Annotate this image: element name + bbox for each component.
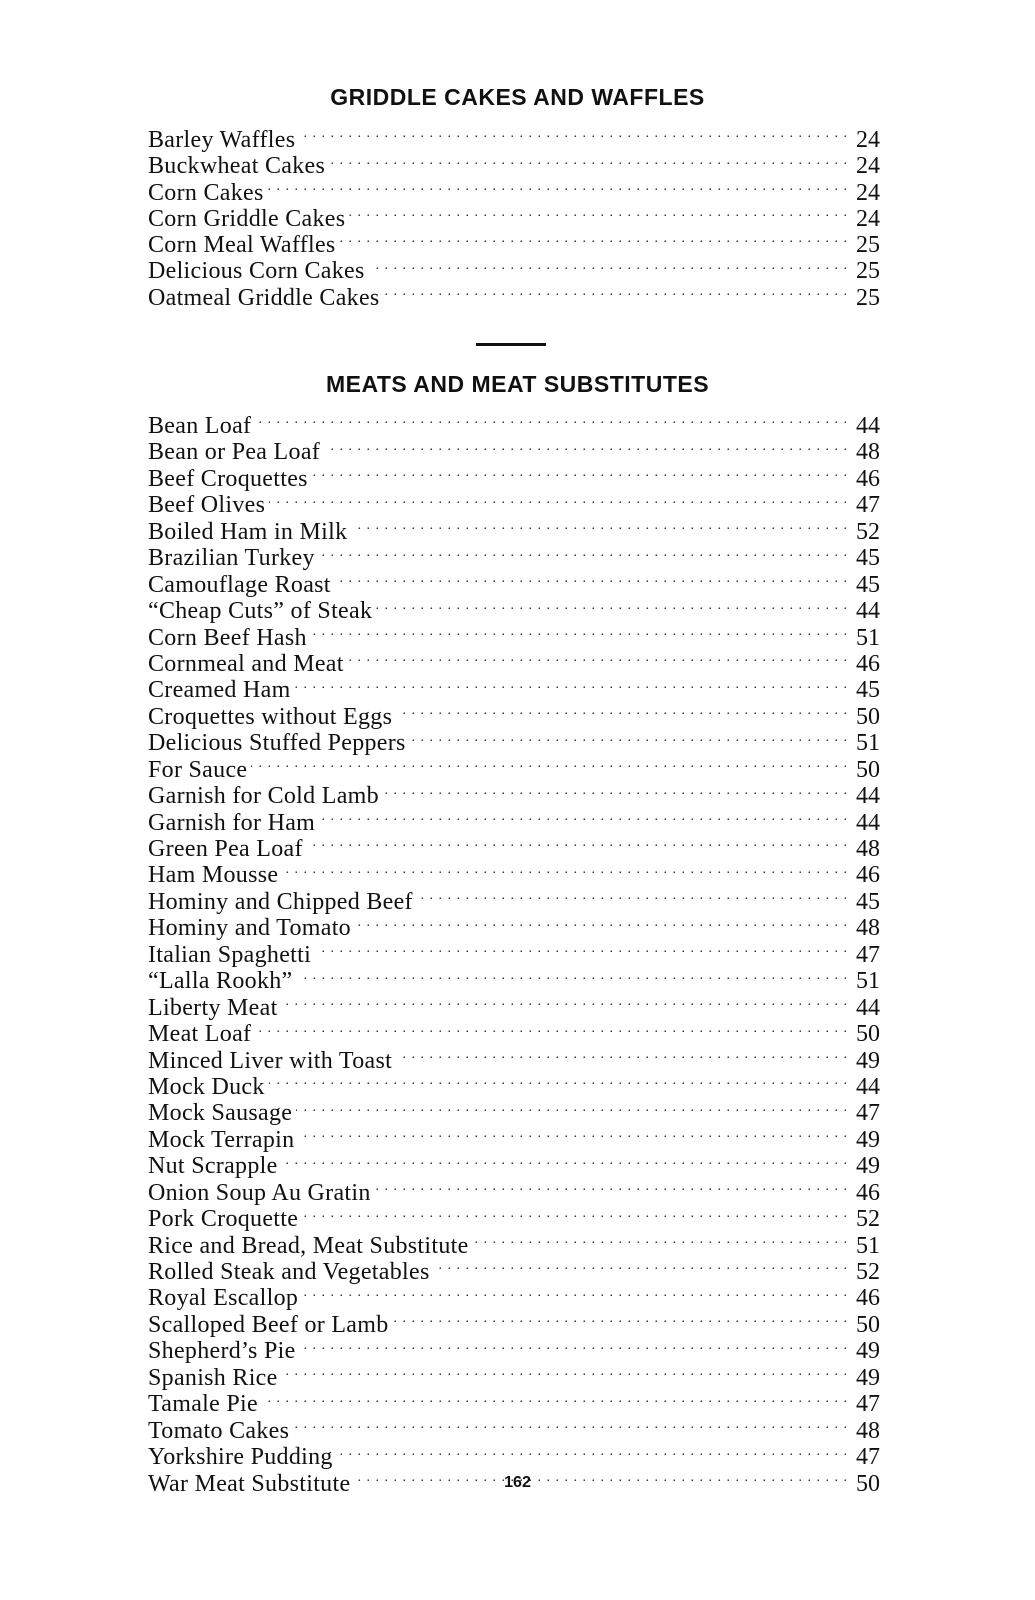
dot-leader [375, 1180, 848, 1200]
entry-page-number: 25 [856, 258, 880, 285]
entry-page-number: 44 [856, 1073, 880, 1100]
entry-page-number: 25 [856, 284, 880, 311]
entry-name: “Cheap Cuts” of Steak [148, 598, 373, 625]
dot-leader [311, 625, 848, 645]
entry-page-number: 24 [856, 205, 880, 232]
dot-leader [410, 731, 848, 751]
dot-leader [417, 889, 848, 909]
index-entry [148, 1206, 880, 1232]
dot-leader [307, 836, 848, 856]
dot-leader [262, 1392, 848, 1412]
entry-name: Garnish for Cold Lamb [148, 783, 379, 810]
entry-page-number: 25 [856, 232, 880, 259]
entry-page-number: 24 [856, 179, 880, 206]
entry-name: Meat Loaf [148, 1021, 252, 1048]
dot-leader [315, 942, 848, 962]
index-entry [148, 572, 880, 598]
entry-page-number: 46 [856, 1285, 880, 1312]
dot-leader [348, 651, 848, 671]
dot-leader [298, 1127, 848, 1147]
entry-page-number: 24 [856, 153, 880, 180]
entry-name: Royal Escallop [148, 1285, 299, 1312]
dot-leader [269, 1074, 848, 1094]
index-entry [148, 180, 880, 206]
entry-name: Camouflage Roast [148, 571, 331, 598]
entry-name: Spanish Rice [148, 1364, 278, 1391]
index-entry [148, 757, 880, 783]
dot-leader [396, 704, 848, 724]
entry-page-number: 49 [856, 1047, 880, 1074]
entry-page-number: 50 [856, 756, 880, 783]
entry-name: Minced Liver with Toast [148, 1047, 393, 1074]
entry-page-number: 51 [856, 968, 880, 995]
entry-name: Creamed Ham [148, 677, 291, 704]
index-entry [148, 1127, 880, 1153]
entry-name: For Sauce [148, 756, 248, 783]
dot-leader [337, 1445, 848, 1465]
entry-page-number: 44 [856, 809, 880, 836]
entry-page-number: 49 [856, 1338, 880, 1365]
entry-page-number: 52 [856, 1259, 880, 1285]
entry-page-number: 51 [856, 624, 880, 651]
index-entry [148, 968, 880, 994]
entry-page-number: 47 [856, 1444, 880, 1471]
entry-name: “Lalla Rookh” [148, 968, 293, 995]
entry-name: Barley Waffles [148, 127, 296, 153]
entry-name: Oatmeal Griddle Cakes [148, 284, 380, 311]
section-title-griddle-cakes: GRIDDLE CAKES AND WAFFLES [330, 84, 705, 110]
entry-name: Corn Meal Waffles [148, 232, 336, 259]
entry-name: Rice and Bread, Meat Substitute [148, 1232, 469, 1259]
index-entry [148, 1365, 880, 1391]
dot-leader [324, 440, 848, 460]
dot-leader [473, 1233, 848, 1253]
index-entry [148, 810, 880, 836]
index-entry [148, 1048, 880, 1074]
dot-leader [296, 1101, 848, 1121]
entry-page-number: 44 [856, 598, 880, 625]
index-entry [148, 466, 880, 492]
page-number: 162 [504, 1474, 531, 1491]
index-entry [148, 836, 880, 862]
dot-leader [396, 1048, 848, 1068]
dot-leader [299, 127, 848, 147]
index-entry [148, 1233, 880, 1259]
index-entry [148, 995, 880, 1021]
index-entry [148, 1285, 880, 1311]
index-entry [148, 413, 880, 439]
index-entry [148, 439, 880, 465]
entry-page-number: 49 [856, 1126, 880, 1153]
entry-name: Hominy and Tomato [148, 915, 351, 942]
entry-name: Italian Spaghetti [148, 941, 312, 968]
meats-entry-list [148, 413, 880, 1497]
dot-leader [369, 259, 848, 279]
index-entry [148, 1100, 880, 1126]
dot-leader [255, 413, 848, 433]
index-entry [148, 519, 880, 545]
entry-page-number: 51 [856, 730, 880, 757]
entry-page-number: 46 [856, 650, 880, 677]
entry-name: Rolled Steak and Vegetables [148, 1259, 430, 1285]
dot-leader [329, 154, 848, 174]
entry-name: Garnish for Ham [148, 809, 316, 836]
index-entry [148, 704, 880, 730]
entry-page-number: 51 [856, 1232, 880, 1259]
entry-page-number: 44 [856, 994, 880, 1021]
entry-page-number: 50 [856, 1311, 880, 1338]
entry-page-number: 45 [856, 677, 880, 704]
dot-leader [295, 678, 848, 698]
dot-leader [297, 969, 848, 989]
index-entry [148, 492, 880, 518]
entry-page-number: 46 [856, 465, 880, 492]
entry-name: Onion Soup Au Gratin [148, 1179, 371, 1206]
entry-name: Beef Croquettes [148, 465, 308, 492]
index-entry [148, 1021, 880, 1047]
dot-leader [384, 285, 848, 305]
entry-name: War Meat Substitute [148, 1470, 351, 1497]
index-entry [148, 889, 880, 915]
entry-page-number: 48 [856, 439, 880, 466]
index-entry [148, 206, 880, 232]
entry-page-number: 52 [856, 1206, 880, 1233]
entry-page-number: 45 [856, 571, 880, 598]
index-entry [148, 153, 880, 179]
entry-name: Tamale Pie [148, 1391, 258, 1418]
dot-leader [282, 1365, 848, 1385]
entry-page-number: 46 [856, 862, 880, 889]
dot-leader [312, 466, 848, 486]
entry-page-number: 44 [856, 783, 880, 810]
entry-name: Yorkshire Pudding [148, 1444, 333, 1471]
entry-page-number: 48 [856, 915, 880, 942]
entry-page-number: 45 [856, 888, 880, 915]
entry-page-number: 24 [856, 127, 880, 153]
entry-name: Shepherd’s Pie [148, 1338, 296, 1365]
entry-page-number: 52 [856, 518, 880, 545]
section-title-meats: MEATS AND MEAT SUBSTITUTES [325, 371, 710, 397]
dot-leader [335, 572, 848, 592]
entry-name: Corn Griddle Cakes [148, 205, 346, 232]
dot-leader [383, 784, 848, 804]
dot-leader [434, 1259, 848, 1279]
entry-name: Pork Croquette [148, 1206, 299, 1233]
index-entry [148, 651, 880, 677]
entry-name: Bean Loaf [148, 413, 252, 439]
entry-page-number: 50 [856, 1470, 880, 1497]
dot-leader [293, 1418, 848, 1438]
entry-name: Mock Sausage [148, 1100, 293, 1127]
index-entry [148, 783, 880, 809]
entry-name: Corn Beef Hash [148, 624, 307, 651]
entry-name: Mock Duck [148, 1073, 265, 1100]
section-divider [476, 343, 546, 346]
dot-leader [349, 206, 848, 226]
dot-leader [302, 1286, 848, 1306]
index-entry [148, 545, 880, 571]
dot-leader [251, 757, 848, 777]
entry-name: Hominy and Chipped Beef [148, 888, 413, 915]
index-entry [148, 862, 880, 888]
entry-name: Liberty Meat [148, 994, 278, 1021]
entry-page-number: 49 [856, 1153, 880, 1180]
index-entry [148, 1312, 880, 1338]
index-entry [148, 258, 880, 284]
entry-name: Corn Cakes [148, 179, 264, 206]
dot-leader [300, 1339, 848, 1359]
entry-name: Boiled Ham in Milk [148, 518, 348, 545]
entry-name: Tomato Cakes [148, 1417, 290, 1444]
entry-name: Bean or Pea Loaf [148, 439, 321, 466]
entry-name: Scalloped Beef or Lamb [148, 1311, 389, 1338]
entry-page-number: 47 [856, 1391, 880, 1418]
entry-name: Mock Terrapin [148, 1126, 295, 1153]
entry-page-number: 50 [856, 1021, 880, 1048]
entry-name: Croquettes without Eggs [148, 703, 393, 730]
index-entry [148, 598, 880, 624]
index-entry [148, 1153, 880, 1179]
index-entry [148, 1338, 880, 1364]
dot-leader [255, 1022, 848, 1042]
index-entry [148, 1418, 880, 1444]
dot-leader [302, 1207, 848, 1227]
index-entry [148, 942, 880, 968]
dot-leader [282, 995, 848, 1015]
dot-leader [319, 810, 848, 830]
index-entry [148, 915, 880, 941]
entry-name: Nut Scrapple [148, 1153, 278, 1180]
entry-name: Buckwheat Cakes [148, 153, 326, 180]
index-entry [148, 1259, 880, 1285]
entry-name: Cornmeal and Meat [148, 650, 344, 677]
entry-name: Green Pea Loaf [148, 836, 303, 862]
index-entry [148, 1444, 880, 1470]
index-entry [148, 625, 880, 651]
index-entry [148, 232, 880, 258]
griddle-cakes-entry-list [148, 127, 880, 311]
entry-page-number: 48 [856, 1417, 880, 1444]
index-entry [148, 127, 880, 153]
entry-page-number: 46 [856, 1179, 880, 1206]
entry-page-number: 47 [856, 1100, 880, 1127]
dot-leader [393, 1312, 848, 1332]
dot-leader [319, 546, 848, 566]
index-entry [148, 285, 880, 311]
dot-leader [282, 1154, 848, 1174]
entry-page-number: 45 [856, 545, 880, 572]
entry-name: Brazilian Turkey [148, 545, 315, 572]
index-entry [148, 1180, 880, 1206]
entry-page-number: 50 [856, 703, 880, 730]
index-entry [148, 677, 880, 703]
index-entry [148, 1391, 880, 1417]
dot-leader [355, 916, 848, 936]
entry-page-number: 44 [856, 413, 880, 439]
dot-leader [282, 863, 848, 883]
entry-name: Delicious Corn Cakes [148, 258, 365, 285]
entry-page-number: 48 [856, 836, 880, 862]
dot-leader [268, 180, 848, 200]
dot-leader [269, 493, 848, 513]
entry-page-number: 47 [856, 941, 880, 968]
dot-leader [340, 232, 848, 252]
entry-page-number: 49 [856, 1364, 880, 1391]
entry-name: Beef Olives [148, 492, 266, 519]
dot-leader [376, 599, 848, 619]
entry-page-number: 47 [856, 492, 880, 519]
index-entry [148, 1074, 880, 1100]
dot-leader [351, 519, 848, 539]
index-entry [148, 730, 880, 756]
entry-name: Delicious Stuffed Peppers [148, 730, 406, 757]
entry-name: Ham Mousse [148, 862, 279, 889]
